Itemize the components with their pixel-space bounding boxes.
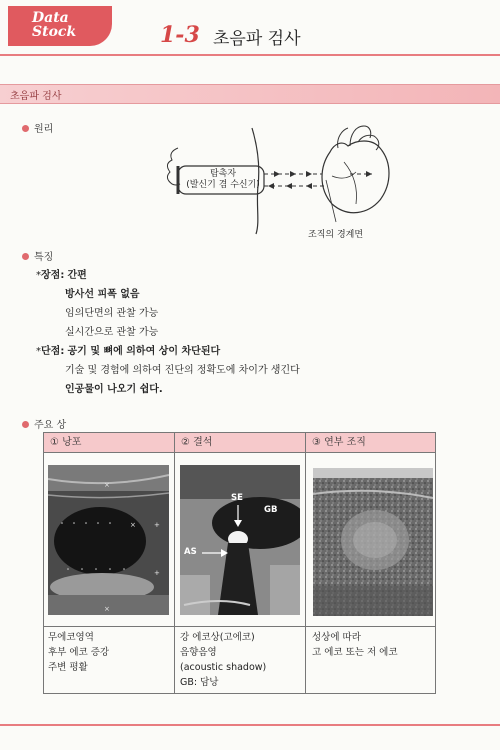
badge-line1: Data xyxy=(32,10,69,26)
bullet-dot xyxy=(22,421,29,428)
cons-item-2: 인공물이 나오기 쉽다. xyxy=(65,384,163,395)
pros-row xyxy=(36,266,87,281)
pros-item-2: 임의단면의 관찰 가능 xyxy=(65,308,159,319)
caption-soft-tissue xyxy=(312,630,398,660)
principle-heading-text: 원리 xyxy=(34,124,54,135)
principle-heading xyxy=(22,120,53,135)
table-divider xyxy=(44,626,435,627)
column-header-cyst: ① 낭포 xyxy=(44,433,174,452)
header-divider xyxy=(0,54,500,56)
images-heading xyxy=(22,416,66,431)
stone-label-as: AS xyxy=(184,547,197,557)
caption-line: 음향음영 xyxy=(180,647,217,658)
table-divider xyxy=(174,433,175,693)
stone-label-gb: GB xyxy=(264,505,278,515)
section-bar-label: 초음파 검사 xyxy=(10,91,62,102)
bullet-dot xyxy=(22,253,29,260)
cons-row xyxy=(36,342,220,357)
svg-text:×: × xyxy=(104,481,110,489)
column-header-stone: ② 결석 xyxy=(175,433,305,452)
features-heading-text: 특징 xyxy=(34,252,54,263)
pros-label: 장점: xyxy=(41,270,65,281)
bullet-dot xyxy=(22,125,29,132)
data-stock-badge xyxy=(8,6,112,46)
section-number: 1-3 xyxy=(160,22,200,48)
interface-label: 조직의 경계면 xyxy=(308,230,364,240)
page-title: 초음파 검사 xyxy=(213,29,301,49)
cons-item-1: 기술 및 경험에 의하여 진단의 정확도에 차이가 생긴다 xyxy=(65,365,300,376)
svg-text:+: + xyxy=(154,569,160,577)
caption-line: 주변 평활 xyxy=(48,662,88,673)
cons-asterisk: * xyxy=(36,346,41,357)
badge-line2: Stock xyxy=(32,24,77,40)
ultrasound-soft-tissue-image xyxy=(313,468,433,616)
heart-outline xyxy=(322,141,389,213)
pros-item-1: 방사선 피폭 없음 xyxy=(65,289,140,300)
images-heading-text: 주요 상 xyxy=(34,420,67,431)
column-header-soft-tissue: ③ 연부 조직 xyxy=(306,433,435,452)
probe-label xyxy=(186,169,260,191)
probe-label-main: 탐촉자 xyxy=(209,169,237,179)
pros-item-0: 간편 xyxy=(67,270,87,281)
caption-line: 강 에코상(고에코) xyxy=(180,632,255,643)
caption-line: 고 에코 또는 저 에코 xyxy=(312,647,398,658)
caption-line: (acoustic shadow) xyxy=(180,662,267,673)
features-heading xyxy=(22,248,53,263)
cons-item-0: 공기 및 뼈에 의하여 상이 차단된다 xyxy=(67,346,221,357)
caption-line: GB: 담낭 xyxy=(180,677,219,688)
svg-text:×: × xyxy=(104,605,110,613)
stone-label-se: SE xyxy=(231,493,243,503)
ultrasound-cyst-image xyxy=(48,465,169,615)
svg-text:×: × xyxy=(130,521,136,529)
svg-text:+: + xyxy=(154,521,160,529)
probe-label-sub: (발신기 겸 수신기) xyxy=(186,180,260,190)
caption-cyst xyxy=(48,630,109,675)
cons-label: 단점: xyxy=(41,346,65,357)
caption-line: 무에코영역 xyxy=(48,632,94,643)
ultrasound-stone-image xyxy=(180,465,300,615)
table-divider xyxy=(44,452,435,453)
caption-line: 성상에 따라 xyxy=(312,632,361,643)
caption-stone xyxy=(180,630,266,690)
caption-line: 후부 에코 증강 xyxy=(48,647,110,658)
table-divider xyxy=(305,433,306,693)
section-bar xyxy=(0,84,500,104)
footer-divider xyxy=(0,724,500,726)
pros-item-3: 실시간으로 관찰 가능 xyxy=(65,327,159,338)
pros-asterisk: * xyxy=(36,270,41,281)
